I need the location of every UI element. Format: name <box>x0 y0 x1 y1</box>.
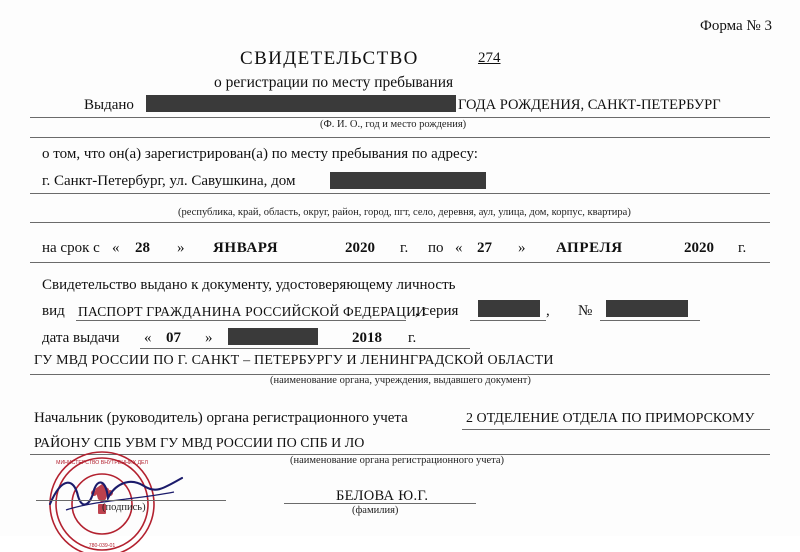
doc-number-label: № <box>578 303 593 319</box>
rule-issue-date <box>140 348 470 349</box>
term-to-year: 2020 <box>684 240 714 256</box>
term-to-day: 27 <box>477 240 492 256</box>
registered-line: о том, что он(а) зарегистрирован(а) по месту пребывания по адресу: <box>42 146 478 162</box>
rule-number <box>600 320 700 321</box>
rule-term <box>30 262 770 263</box>
caption-authority: (наименование органа, учреждения, выдавшего документ) <box>270 375 531 386</box>
issue-quote-open: « <box>144 330 152 346</box>
rule-head-1 <box>462 429 770 430</box>
term-quote-open: « <box>112 240 120 256</box>
doc-issue-year-mark: г. <box>408 330 417 346</box>
doc-kind-label: вид <box>42 303 65 319</box>
address-value: г. Санкт-Петербург, ул. Савушкина, дом <box>42 173 296 189</box>
certificate-number: 274 <box>478 50 501 66</box>
doc-issue-year: 2018 <box>352 330 382 346</box>
signer-surname: БЕЛОВА Ю.Г. <box>336 488 429 504</box>
doc-authority: ГУ МВД РОССИИ ПО Г. САНКТ – ПЕТЕРБУРГУ И ЛЕНИНГРАДСКОЙ ОБЛАСТИ <box>34 353 554 368</box>
caption-signature: (подпись) <box>102 502 146 513</box>
issue-quote-close: » <box>205 330 213 346</box>
term-from-year: 2020 <box>345 240 375 256</box>
rule-kind <box>76 320 406 321</box>
page-title: СВИДЕТЕЛЬСТВО <box>240 48 419 69</box>
redacted-name <box>146 95 456 112</box>
doc-kind-value: ПАСПОРТ ГРАЖДАНИНА РОССИЙСКОЙ ФЕДЕРАЦИИ <box>78 304 426 319</box>
term-year-mark-2: г. <box>738 240 747 256</box>
redacted-series <box>478 300 540 317</box>
caption-fio: (Ф. И. О., год и место рождения) <box>320 119 467 130</box>
caption-head: (наименование органа регистрационного учета) <box>290 455 505 466</box>
head-value-line2: РАЙОНУ СПБ УВМ ГУ МВД РОССИИ ПО СПБ И ЛО <box>34 436 365 451</box>
doc-series-label: , серия <box>415 303 459 319</box>
doc-intro: Свидетельство выдано к документу, удостоверяющему личность <box>42 277 456 293</box>
term-prefix: на срок с <box>42 240 100 256</box>
rule-address-1 <box>30 193 770 194</box>
term-to-label: по <box>428 240 444 256</box>
page-subtitle: о регистрации по месту пребывания <box>214 74 454 91</box>
redacted-number <box>606 300 688 317</box>
term-quote-open-2: « <box>455 240 463 256</box>
doc-comma: , <box>546 303 550 319</box>
rule-signature <box>36 500 226 501</box>
doc-issue-date-label: дата выдачи <box>42 330 120 346</box>
head-label: Начальник (руководитель) органа регистрационного учета <box>34 410 408 426</box>
redacted-address <box>330 172 486 189</box>
form-number: Форма № 3 <box>700 18 772 34</box>
rule-issued <box>30 117 770 118</box>
rule-fio <box>30 137 770 138</box>
rule-address-2 <box>30 222 770 223</box>
svg-text:780-039-01: 780-039-01 <box>88 543 116 549</box>
issued-suffix: ГОДА РОЖДЕНИЯ, САНКТ-ПЕТЕРБУРГ <box>458 97 721 113</box>
term-to-month: АПРЕЛЯ <box>556 240 623 256</box>
svg-text:МИНИСТЕРСТВО ВНУТРЕННИХ ДЕЛ: МИНИСТЕРСТВО ВНУТРЕННИХ ДЕЛ <box>56 460 148 466</box>
caption-surname: (фамилия) <box>352 505 399 516</box>
rule-series <box>470 320 546 321</box>
term-quote-close-1: » <box>177 240 185 256</box>
caption-address: (республика, край, область, округ, район, город, пгт, село, деревня, аул, улица, дом, корпус, квартира) <box>178 207 631 218</box>
term-from-day: 28 <box>135 240 150 256</box>
term-quote-close-2: » <box>518 240 526 256</box>
head-value-line1: 2 ОТДЕЛЕНИЕ ОТДЕЛА ПО ПРИМОРСКОМУ <box>466 411 755 426</box>
doc-issue-day: 07 <box>166 330 181 346</box>
rule-surname <box>284 503 476 504</box>
redacted-issue-month <box>228 328 318 345</box>
term-from-month: ЯНВАРЯ <box>213 240 279 256</box>
term-year-mark-1: г. <box>400 240 409 256</box>
issued-label: Выдано <box>84 97 134 113</box>
